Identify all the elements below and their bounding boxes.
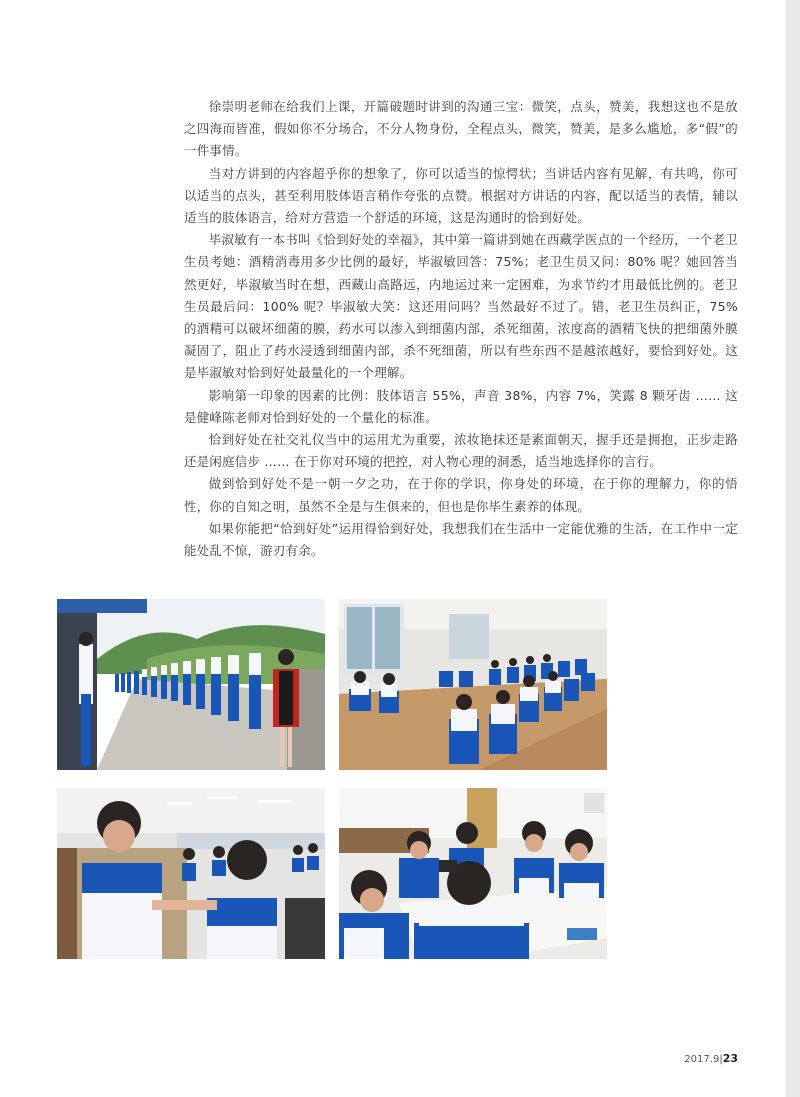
article-body: [184, 96, 738, 562]
folio-separator: |: [719, 1054, 723, 1065]
paragraph-1: 徐崇明老师在给我们上课，开篇破题时讲到的沟通三宝：微笑，点头，赞美，我想这也不是放之四海而皆准，假如你不分场合，不分人物身份，全程点头，微笑，赞美，是多么尴尬，多“假”的一件事情。: [184, 99, 738, 159]
paragraph-7: 如果你能把“恰到好处”运用得恰到好处，我想我们在生活中一定能优雅的生活，在工作中一定能处乱不惊，游刃有余。: [184, 520, 738, 559]
paragraph-3: 毕淑敏有一本书叫《恰到好处的幸福》，其中第一篇讲到她在西藏学医点的一个经历，一个老卫生员考她：酒精消毒用多少比例的最好，毕淑敏回答：75%；老卫生员又问：80% 呢？她回答当然更好，毕淑敏当时在想，西藏山高路远，内地运过来一定困难，为求节约才用最低比例的。老卫生员最后问：100% 呢？毕淑敏大笑：这还用问吗？当然最好不过了。错，老卫生员纠正，75% 的酒精可以破坏细菌的膜，药水可以渗入到细菌内部，杀死细菌，浓度高的酒精飞快的把细菌外膜凝固了，阻止了药水浸透到细菌内部，杀不死细菌，所以有些东西不是越浓越好，要恰到好处。这是毕淑敏对恰到好处最量化的一个理解。: [184, 232, 738, 381]
photo-outdoor-lineup: [57, 599, 325, 770]
paragraph-4: 影响第一印象的因素的比例：肢体语言 55%，声音 38%，内容 7%，笑露 8 颗牙齿 …… 这是健峰陈老师对恰到好处的一个量化的标准。: [184, 387, 738, 425]
paragraph-5: 恰到好处在社交礼仪当中的运用尤为重要，浓妆艳抹还是素面朝天，握手还是拥抱，正步走路还是闲庭信步 …… 在于你对环境的把控，对人物心理的洞悉，适当地选择你的言行。: [184, 432, 738, 470]
photo-group-discussion: [339, 788, 607, 959]
paragraph-2: 当对方讲到的内容超乎你的想象了，你可以适当的惊愕状；当讲话内容有见解，有共鸣，你可以适当的点头，甚至利用肢体语言稍作夸张的点赞。根据对方讲话的内容，配以适当的表情，辅以适当的肢体语言，给对方营造一个舒适的环境，这是沟通时的恰到好处。: [184, 165, 738, 226]
issue-date: 2017.9: [684, 1054, 720, 1065]
page-number: 23: [722, 1052, 738, 1065]
page-folio: [684, 1052, 738, 1065]
page-edge-strip: [786, 0, 800, 1097]
photo-classroom-floor: [339, 599, 607, 770]
paragraph-6: 做到恰到好处不是一朝一夕之功，在于你的学识，你身处的环境，在于你的理解力，你的悟性，你的自知之明，虽然不全是与生俱来的，但也是你毕生素养的体现。: [184, 476, 738, 514]
photo-handshake-practice: [57, 788, 325, 959]
